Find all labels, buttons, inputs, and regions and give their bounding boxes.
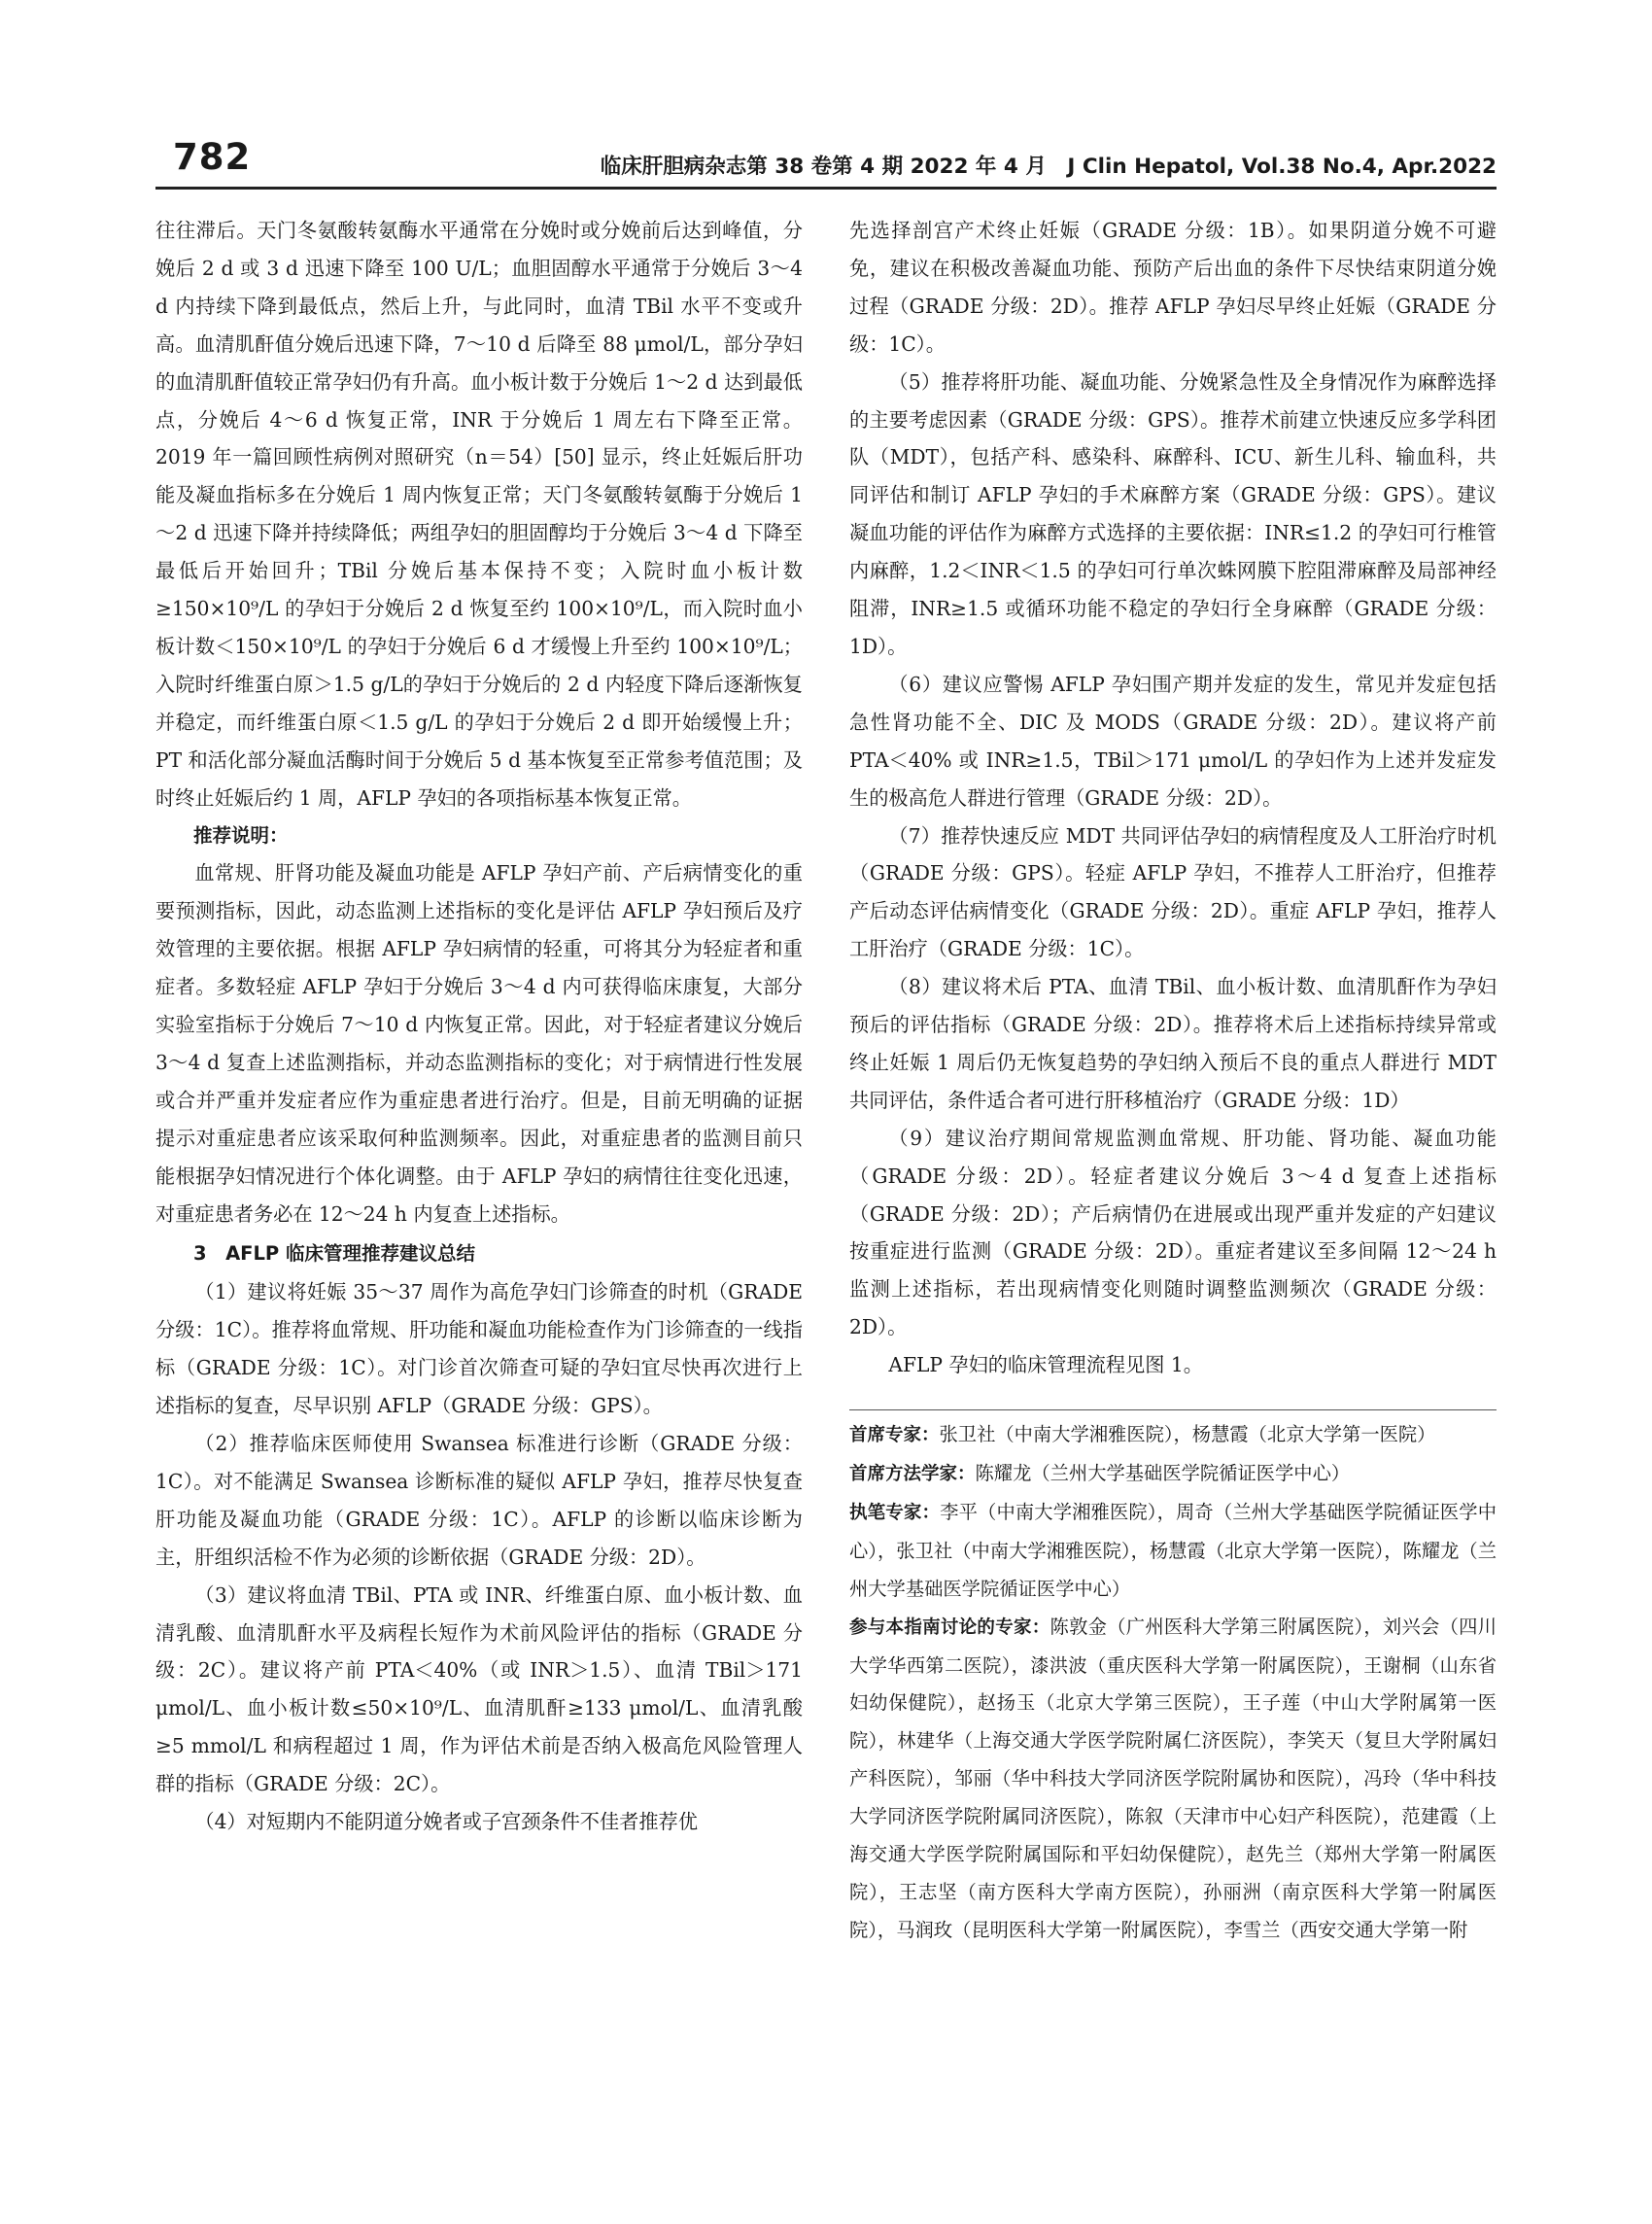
- running-header: [155, 136, 1497, 187]
- recommendation-8: （8）建议将术后 PTA、血清 TBil、血小板计数、血清肌酐作为孕妇预后的评估指标（GRADE 分级：2D）。推荐将术后上述指标持续异常或终止妊娠 1 周后仍无恢复趋势的孕妇纳入预后不良的重点人群进行 MDT 共同评估，条件适合者可进行肝移植治疗（GRADE 分级：1D）: [849, 975, 1497, 1112]
- writing-experts: [849, 1494, 1497, 1609]
- chief-experts-label: 首席专家：: [849, 1425, 940, 1446]
- recommendation-4-start: （4）对短期内不能阴道分娩者或子宫颈条件不佳者推荐优: [194, 1810, 698, 1834]
- left-column: [155, 212, 803, 1841]
- recommendation-3: （3）建议将血清 TBil、PTA 或 INR、纤维蛋白原、血小板计数、血清乳酸、血清肌酐水平及病程长短作为术前风险评估的指标（GRADE 分级：2C）。建议将产前 PTA＜40%（或 INR＞1.5）、血清 TBil＞171 μmol/L、血小板计数≤50×10⁹/L、血清肌酐≥133 μmol/L、血清乳酸≥5 mmol/L 和病程超过 1 周，作为评估术前是否纳入极高危风险管理人群的指标（GRADE 分级：2C）。: [155, 1582, 803, 1796]
- chief-experts-names: 张卫社（中南大学湘雅医院），杨慧霞（北京大学第一医院）: [939, 1423, 1436, 1446]
- chief-experts: [849, 1416, 1497, 1455]
- experts-block: [849, 1409, 1497, 1950]
- chief-methodologist-names: 陈耀龙（兰州大学基础医学院循证医学中心）: [975, 1462, 1351, 1484]
- right-column: [849, 212, 1497, 1950]
- flowchart-reference: AFLP 孕妇的临床管理流程见图 1。: [888, 1353, 1203, 1377]
- recommendation-1: （1）建议将妊娠 35～37 周作为高危孕妇门诊筛查的时机（GRADE 分级：1C）。推荐将血常规、肝功能和凝血功能检查作为门诊筛查的一线指标（GRADE 分级：1C）。对门诊首次筛查可疑的孕妇宜尽快再次进行上述指标的复查，尽早识别 AFLP（GRADE 分级：GPS）。: [155, 1280, 803, 1418]
- page-number: 782: [173, 136, 252, 178]
- writing-experts-names: 李平（中南大学湘雅医院），周奇（兰州大学基础医学院循证医学中心），张卫社（中南大学湘雅医院），杨慧霞（北京大学第一医院），陈耀龙（兰州大学基础医学院循证医学中心）: [849, 1500, 1497, 1600]
- participating-experts: [849, 1609, 1497, 1950]
- chief-methodologist: [849, 1455, 1497, 1494]
- recommendation-7: （7）推荐快速反应 MDT 共同评估孕妇的病情程度及人工肝治疗时机（GRADE 分级：GPS）。轻症 AFLP 孕妇，不推荐人工肝治疗，但推荐产后动态评估病情变化（GRADE 分级：2D）。重症 AFLP 孕妇，推荐人工肝治疗（GRADE 分级：1C）。: [849, 823, 1497, 961]
- recommendation-9: （9）建议治疗期间常规监测血常规、肝功能、肾功能、凝血功能（GRADE 分级：2D）。轻症者建议分娩后 3～4 d 复查上述指标（GRADE 分级：2D）；产后病情仍在进展或出现严重并发症的产妇建议按重症进行监测（GRADE 分级：2D）。重症者建议至多间隔 12～24 h 监测上述指标，若出现病情变化则随时调整监测频次（GRADE 分级：2D）。: [849, 1126, 1497, 1339]
- participating-experts-names: 陈敦金（广州医科大学第三附属医院），刘兴会（四川大学华西第二医院），漆洪波（重庆医科大学第一附属医院），王谢桐（山东省妇幼保健院），赵扬玉（北京大学第三医院），王子莲（中山大学附属第一医院），林建华（上海交通大学医学院附属仁济医院），李笑天（复旦大学附属妇产科医院），邹丽（华中科技大学同济医学院附属协和医院），冯玲（华中科技大学同济医学院附属同济医院），陈叙（天津市中心妇产科医院），范建霞（上海交通大学医学院附属国际和平妇幼保健院），赵先兰（郑州大学第一附属医院），王志坚（南方医科大学南方医院），孙丽洲（南京医科大学第一附属医院），马润玫（昆明医科大学第一附属医院），李雪兰（西安交通大学第一附: [849, 1615, 1497, 1941]
- section-heading-summary: 3 AFLP 临床管理推荐建议总结: [193, 1242, 475, 1266]
- recommendation-5: （5）推荐将肝功能、凝血功能、分娩紧急性及全身情况作为麻醉选择的主要考虑因素（GRADE 分级：GPS）。推荐术前建立快速反应多学科团队（MDT），包括产科、感染科、麻醉科、ICU、新生儿科、输血科，共同评估和制订 AFLP 孕妇的手术麻醉方案（GRADE 分级：GPS）。建议凝血功能的评估作为麻醉方式选择的主要依据：INR≤1.2 的孕妇可行椎管内麻醉，1.2＜INR＜1.5 的孕妇可行单次蛛网膜下腔阻滞麻醉及局部神经阻滞，INR≥1.5 或循环功能不稳定的孕妇行全身麻醉（GRADE 分级：1D）。: [849, 369, 1497, 658]
- recommendation-2: （2）推荐临床医师使用 Swansea 标准进行诊断（GRADE 分级：1C）。对不能满足 Swansea 诊断标准的疑似 AFLP 孕妇，推荐尽快复查肝功能及凝血功能（GRADE 分级：1C）。AFLP 的诊断以临床诊断为主，肝组织活检不作为必须的诊断依据（GRADE 分级：2D）。: [155, 1432, 803, 1569]
- recommendation-6: （6）建议应警惕 AFLP 孕妇围产期并发症的发生，常见并发症包括急性肾功能不全、DIC 及 MODS（GRADE 分级：2D）。建议将产前 PTA＜40% 或 INR≥1.5，TBil＞171 μmol/L 的孕妇作为上述并发症发生的极高危人群进行管理（GRADE 分级：2D）。: [849, 672, 1497, 810]
- paragraph-lab-recovery: 往往滞后。天门冬氨酸转氨酶水平通常在分娩时或分娩前后达到峰值，分娩后 2 d 或 3 d 迅速下降至 100 U/L；血胆固醇水平通常于分娩后 3～4 d 内持续下降到最低点，然后上升，与此同时，血清 TBil 水平不变或升高。血清肌酐值分娩后迅速下降，7～10 d 后降至 88 μmol/L，部分孕妇的血清肌酐值较正常孕妇仍有升高。血小板计数于分娩后 1～2 d 达到最低点，分娩后 4～6 d 恢复正常，INR 于分娩后 1 周左右下降至正常。2019 年一篇回顾性病例对照研究（n＝54）[50] 显示，终止妊娠后肝功能及凝血指标多在分娩后 1 周内恢复正常；天门冬氨酸转氨酶于分娩后 1～2 d 迅速下降并持续降低；两组孕妇的胆固醇均于分娩后 3～4 d 下降至最低后开始回升；TBil 分娩后基本保持不变；入院时血小板计数≥150×10⁹/L 的孕妇于分娩后 2 d 恢复至约 100×10⁹/L，而入院时血小板计数＜150×10⁹/L 的孕妇于分娩后 6 d 才缓慢上升至约 100×10⁹/L；入院时纤维蛋白原＞1.5 g/L的孕妇于分娩后的 2 d 内轻度下降后逐渐恢复并稳定，而纤维蛋白原＜1.5 g/L 的孕妇于分娩后 2 d 即开始缓慢上升；PT 和活化部分凝血活酶时间于分娩后 5 d 基本恢复至正常参考值范围；及时终止妊娠后约 1 周，AFLP 孕妇的各项指标基本恢复正常。: [155, 219, 803, 810]
- journal-citation: 临床肝胆病杂志第 38 卷第 4 期 2022 年 4 月 J Clin Hepatol, Vol.38 No.4, Apr.2022: [600, 155, 1497, 179]
- chief-methodologist-label: 首席方法学家：: [849, 1464, 976, 1484]
- paragraph-monitoring-note: 血常规、肝肾功能及凝血功能是 AFLP 孕妇产前、产后病情变化的重要预测指标，因此，动态监测上述指标的变化是评估 AFLP 孕妇预后及疗效管理的主要依据。根据 AFLP 孕妇病情的轻重，可将其分为轻症者和重症者。多数轻症 AFLP 孕妇于分娩后 3～4 d 内可获得临床康复，大部分实验室指标于分娩后 7～10 d 内恢复正常。因此，对于轻症者建议分娩后 3～4 d 复查上述监测指标，并动态监测指标的变化；对于病情进行性发展或合并严重并发症者应作为重症患者进行治疗。但是，目前无明确的证据提示对重症患者应该采取何种监测频率。因此，对重症患者的监测目前只能根据孕妇情况进行个体化调整。由于 AFLP 孕妇的病情往往变化迅速，对重症患者务必在 12～24 h 内复查上述指标。: [155, 861, 803, 1226]
- header-rule: [155, 187, 1497, 190]
- recommendation-4-continued: 先选择剖宫产术终止妊娠（GRADE 分级：1B）。如果阴道分娩不可避免，建议在积极改善凝血功能、预防产后出血的条件下尽快结束阴道分娩过程（GRADE 分级：2D）。推荐 AFLP 孕妇尽早终止妊娠（GRADE 分级：1C）。: [849, 219, 1497, 356]
- participating-experts-label: 参与本指南讨论的专家：: [849, 1616, 1050, 1638]
- recommendation-note-heading: 推荐说明：: [193, 823, 289, 847]
- writing-experts-label: 执笔专家：: [849, 1502, 941, 1523]
